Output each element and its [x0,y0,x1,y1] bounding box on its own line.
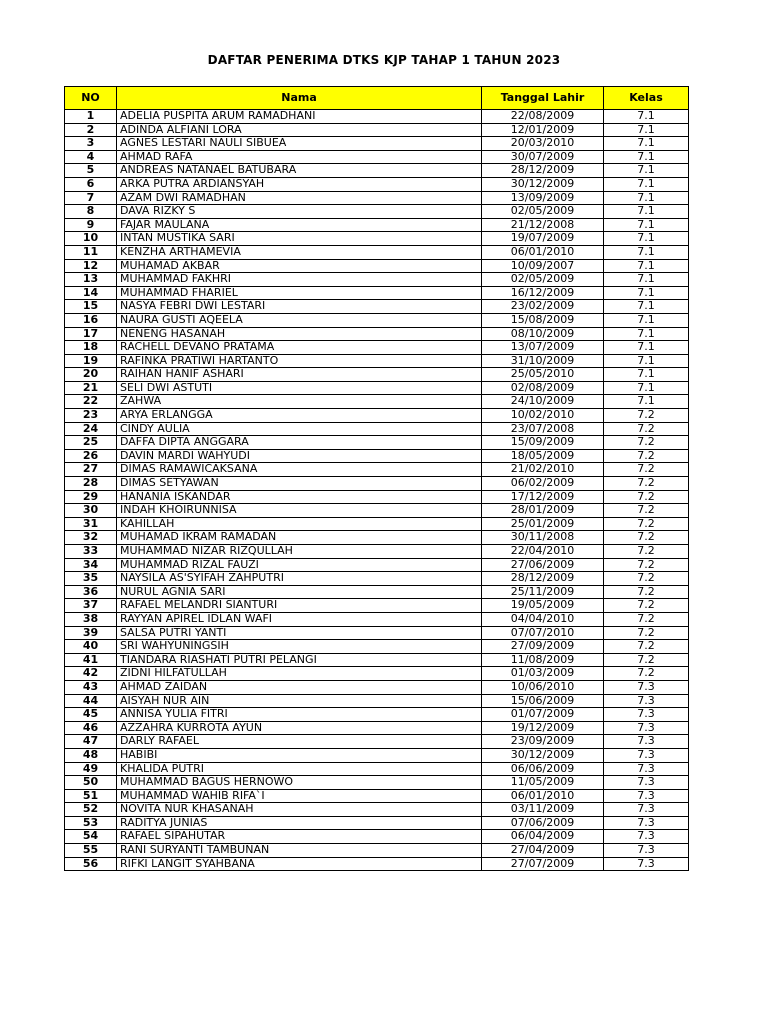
class-label: 7.1 [604,273,689,287]
header-no: NO [65,87,117,110]
class-label: 7.1 [604,341,689,355]
row-number: 19 [65,354,117,368]
table-row [65,599,689,613]
birth-date: 12/01/2009 [482,123,604,137]
row-number: 8 [65,205,117,219]
recipient-name: KAHILLAH [117,517,482,531]
recipient-name: KHALIDA PUTRI [117,762,482,776]
recipient-name: MUHAMMAD WAHIB RIFA`I [117,789,482,803]
birth-date: 02/05/2009 [482,205,604,219]
recipient-name: ARKA PUTRA ARDIANSYAH [117,177,482,191]
row-number: 14 [65,286,117,300]
row-number: 32 [65,531,117,545]
row-number: 45 [65,708,117,722]
class-label: 7.2 [604,504,689,518]
recipient-name: HANANIA ISKANDAR [117,490,482,504]
class-label: 7.1 [604,137,689,151]
row-number: 55 [65,844,117,858]
recipient-name: RAYYAN APIREL IDLAN WAFI [117,612,482,626]
recipient-name: SRI WAHYUNINGSIH [117,640,482,654]
table-row [65,449,689,463]
table-row [65,708,689,722]
recipient-name: AISYAH NUR AIN [117,694,482,708]
class-label: 7.1 [604,177,689,191]
table-row [65,545,689,559]
recipient-name: ANDREAS NATANAEL BATUBARA [117,164,482,178]
class-label: 7.2 [604,640,689,654]
class-label: 7.3 [604,748,689,762]
table-row [65,286,689,300]
birth-date: 23/07/2008 [482,422,604,436]
recipient-name: MUHAMAD AKBAR [117,259,482,273]
recipient-name: FAJAR MAULANA [117,218,482,232]
table-row [65,531,689,545]
row-number: 16 [65,313,117,327]
row-number: 27 [65,463,117,477]
class-label: 7.1 [604,232,689,246]
row-number: 44 [65,694,117,708]
table-row [65,816,689,830]
row-number: 40 [65,640,117,654]
birth-date: 30/12/2009 [482,748,604,762]
class-label: 7.2 [604,667,689,681]
table-row [65,558,689,572]
class-label: 7.2 [604,409,689,423]
row-number: 54 [65,830,117,844]
row-number: 4 [65,150,117,164]
table-header-row [65,87,689,110]
table-row [65,735,689,749]
row-number: 5 [65,164,117,178]
birth-date: 22/04/2010 [482,545,604,559]
recipient-name: HABIBI [117,748,482,762]
birth-date: 07/07/2010 [482,626,604,640]
table-row [65,300,689,314]
class-label: 7.2 [604,545,689,559]
recipient-name: SALSA PUTRI YANTI [117,626,482,640]
recipient-name: INDAH KHOIRUNNISA [117,504,482,518]
recipient-name: ZIDNI HILFATULLAH [117,667,482,681]
birth-date: 30/11/2008 [482,531,604,545]
birth-date: 27/06/2009 [482,558,604,572]
row-number: 42 [65,667,117,681]
row-number: 21 [65,381,117,395]
row-number: 26 [65,449,117,463]
header-nama: Nama [117,87,482,110]
class-label: 7.2 [604,517,689,531]
row-number: 41 [65,653,117,667]
recipient-name: MUHAMMAD RIZAL FAUZI [117,558,482,572]
recipient-name: CINDY AULIA [117,422,482,436]
table-row [65,803,689,817]
class-label: 7.2 [604,653,689,667]
recipient-name: RACHELL DEVANO PRATAMA [117,341,482,355]
table-row [65,653,689,667]
table-row [65,762,689,776]
class-label: 7.2 [604,531,689,545]
row-number: 15 [65,300,117,314]
table-row [65,463,689,477]
row-number: 25 [65,436,117,450]
table-row [65,218,689,232]
recipient-name: KENZHA ARTHAMEVIA [117,245,482,259]
recipient-name: NAYSILA AS'SYIFAH ZAHPUTRI [117,572,482,586]
table-body [65,110,689,871]
class-label: 7.3 [604,844,689,858]
birth-date: 04/04/2010 [482,612,604,626]
recipient-name: AZAM DWI RAMADHAN [117,191,482,205]
recipient-name: NENENG HASANAH [117,327,482,341]
recipient-name: NOVITA NUR KHASANAH [117,803,482,817]
birth-date: 27/07/2009 [482,857,604,871]
class-label: 7.2 [604,490,689,504]
birth-date: 06/01/2010 [482,789,604,803]
birth-date: 30/07/2009 [482,150,604,164]
table-row [65,422,689,436]
class-label: 7.2 [604,422,689,436]
class-label: 7.3 [604,776,689,790]
class-label: 7.3 [604,789,689,803]
row-number: 18 [65,341,117,355]
row-number: 29 [65,490,117,504]
birth-date: 15/06/2009 [482,694,604,708]
class-label: 7.1 [604,205,689,219]
birth-date: 08/10/2009 [482,327,604,341]
recipient-name: RADITYA JUNIAS [117,816,482,830]
class-label: 7.1 [604,381,689,395]
birth-date: 11/08/2009 [482,653,604,667]
class-label: 7.1 [604,164,689,178]
birth-date: 25/05/2010 [482,368,604,382]
table-row [65,273,689,287]
birth-date: 25/01/2009 [482,517,604,531]
recipient-name: MUHAMMAD BAGUS HERNOWO [117,776,482,790]
recipient-name: NASYA FEBRI DWI LESTARI [117,300,482,314]
class-label: 7.3 [604,762,689,776]
birth-date: 19/05/2009 [482,599,604,613]
birth-date: 25/11/2009 [482,585,604,599]
birth-date: 19/07/2009 [482,232,604,246]
table-row [65,721,689,735]
row-number: 33 [65,545,117,559]
document-title: DAFTAR PENERIMA DTKS KJP TAHAP 1 TAHUN 2023 [207,53,561,67]
birth-date: 19/12/2009 [482,721,604,735]
birth-date: 28/12/2009 [482,572,604,586]
table-row [65,150,689,164]
birth-date: 17/12/2009 [482,490,604,504]
table-row [65,341,689,355]
row-number: 35 [65,572,117,586]
row-number: 13 [65,273,117,287]
recipient-name: DAVA RIZKY S [117,205,482,219]
table-row [65,748,689,762]
table-row [65,844,689,858]
class-label: 7.3 [604,857,689,871]
class-label: 7.1 [604,259,689,273]
recipient-name: ARYA ERLANGGA [117,409,482,423]
birth-date: 22/08/2009 [482,110,604,124]
header-tanggal-lahir: Tanggal Lahir [482,87,604,110]
table-row [65,857,689,871]
table-row [65,409,689,423]
recipient-name: RANI SURYANTI TAMBUNAN [117,844,482,858]
class-label: 7.1 [604,286,689,300]
birth-date: 10/02/2010 [482,409,604,423]
birth-date: 06/04/2009 [482,830,604,844]
table-row [65,164,689,178]
recipient-name: DARLY RAFAEL [117,735,482,749]
birth-date: 03/11/2009 [482,803,604,817]
recipient-name: AHMAD RAFA [117,150,482,164]
birth-date: 27/09/2009 [482,640,604,654]
row-number: 11 [65,245,117,259]
row-number: 56 [65,857,117,871]
recipient-name: MUHAMMAD FAKHRI [117,273,482,287]
birth-date: 21/02/2010 [482,463,604,477]
table-row [65,626,689,640]
birth-date: 06/02/2009 [482,477,604,491]
table-row [65,680,689,694]
birth-date: 15/08/2009 [482,313,604,327]
row-number: 22 [65,395,117,409]
class-label: 7.1 [604,354,689,368]
row-number: 10 [65,232,117,246]
table-row [65,667,689,681]
recipient-name: ZAHWA [117,395,482,409]
table-row [65,776,689,790]
class-label: 7.3 [604,735,689,749]
table-row [65,490,689,504]
class-label: 7.1 [604,327,689,341]
table-row [65,395,689,409]
header-kelas: Kelas [604,87,689,110]
class-label: 7.1 [604,245,689,259]
table-row [65,245,689,259]
birth-date: 13/09/2009 [482,191,604,205]
class-label: 7.2 [604,612,689,626]
recipient-name: TIANDARA RIASHATI PUTRI PELANGI [117,653,482,667]
class-label: 7.1 [604,110,689,124]
class-label: 7.1 [604,395,689,409]
row-number: 30 [65,504,117,518]
row-number: 48 [65,748,117,762]
recipient-name: RAIHAN HANIF ASHARI [117,368,482,382]
row-number: 52 [65,803,117,817]
birth-date: 18/05/2009 [482,449,604,463]
class-label: 7.2 [604,477,689,491]
row-number: 51 [65,789,117,803]
birth-date: 21/12/2008 [482,218,604,232]
table-row [65,191,689,205]
birth-date: 28/12/2009 [482,164,604,178]
row-number: 12 [65,259,117,273]
recipient-name: DIMAS RAMAWICAKSANA [117,463,482,477]
table-row [65,572,689,586]
recipient-name: SELI DWI ASTUTI [117,381,482,395]
recipient-name: ANNISA YULIA FITRI [117,708,482,722]
row-number: 9 [65,218,117,232]
table-row [65,830,689,844]
birth-date: 23/02/2009 [482,300,604,314]
recipient-name: RAFAEL MELANDRI SIANTURI [117,599,482,613]
birth-date: 27/04/2009 [482,844,604,858]
row-number: 36 [65,585,117,599]
birth-date: 01/03/2009 [482,667,604,681]
class-label: 7.3 [604,803,689,817]
row-number: 38 [65,612,117,626]
class-label: 7.2 [604,585,689,599]
recipient-name: AGNES LESTARI NAULI SIBUEA [117,137,482,151]
class-label: 7.1 [604,300,689,314]
birth-date: 02/08/2009 [482,381,604,395]
table-row [65,640,689,654]
row-number: 23 [65,409,117,423]
row-number: 3 [65,137,117,151]
recipient-name: AHMAD ZAIDAN [117,680,482,694]
table-row [65,368,689,382]
row-number: 53 [65,816,117,830]
class-label: 7.1 [604,191,689,205]
recipient-name: NAURA GUSTI AQEELA [117,313,482,327]
class-label: 7.3 [604,694,689,708]
recipient-name: DAVIN MARDI WAHYUDI [117,449,482,463]
class-label: 7.1 [604,368,689,382]
birth-date: 02/05/2009 [482,273,604,287]
table-row [65,585,689,599]
recipient-name: INTAN MUSTIKA SARI [117,232,482,246]
birth-date: 11/05/2009 [482,776,604,790]
recipient-name: ADELIA PUSPITA ARUM RAMADHANI [117,110,482,124]
row-number: 50 [65,776,117,790]
row-number: 2 [65,123,117,137]
class-label: 7.2 [604,558,689,572]
birth-date: 01/07/2009 [482,708,604,722]
recipient-name: ADINDA ALFIANI LORA [117,123,482,137]
birth-date: 15/09/2009 [482,436,604,450]
class-label: 7.1 [604,218,689,232]
table-row [65,177,689,191]
row-number: 7 [65,191,117,205]
table-row [65,232,689,246]
class-label: 7.1 [604,313,689,327]
table-row [65,517,689,531]
table-row [65,694,689,708]
class-label: 7.3 [604,830,689,844]
row-number: 34 [65,558,117,572]
birth-date: 31/10/2009 [482,354,604,368]
recipient-name: RAFINKA PRATIWI HARTANTO [117,354,482,368]
class-label: 7.2 [604,436,689,450]
table-row [65,123,689,137]
recipient-table [64,86,689,871]
recipient-name: DAFFA DIPTA ANGGARA [117,436,482,450]
recipient-name: AZZAHRA KURROTA AYUN [117,721,482,735]
row-number: 47 [65,735,117,749]
table-row [65,477,689,491]
recipient-name: MUHAMMAD FHARIEL [117,286,482,300]
recipient-name: RIFKI LANGIT SYAHBANA [117,857,482,871]
table-row [65,110,689,124]
class-label: 7.2 [604,572,689,586]
birth-date: 10/06/2010 [482,680,604,694]
table-row [65,327,689,341]
recipient-name: NURUL AGNIA SARI [117,585,482,599]
recipient-name: DIMAS SETYAWAN [117,477,482,491]
table-row [65,612,689,626]
birth-date: 06/06/2009 [482,762,604,776]
row-number: 43 [65,680,117,694]
class-label: 7.2 [604,599,689,613]
table-row [65,789,689,803]
class-label: 7.2 [604,626,689,640]
class-label: 7.3 [604,680,689,694]
birth-date: 23/09/2009 [482,735,604,749]
table-row [65,205,689,219]
birth-date: 24/10/2009 [482,395,604,409]
row-number: 46 [65,721,117,735]
row-number: 31 [65,517,117,531]
row-number: 20 [65,368,117,382]
table-row [65,313,689,327]
table-row [65,137,689,151]
birth-date: 16/12/2009 [482,286,604,300]
row-number: 49 [65,762,117,776]
recipient-name: MUHAMAD IKRAM RAMADAN [117,531,482,545]
birth-date: 20/03/2010 [482,137,604,151]
birth-date: 10/09/2007 [482,259,604,273]
birth-date: 13/07/2009 [482,341,604,355]
row-number: 17 [65,327,117,341]
class-label: 7.1 [604,150,689,164]
table-row [65,504,689,518]
birth-date: 07/06/2009 [482,816,604,830]
class-label: 7.3 [604,816,689,830]
class-label: 7.1 [604,123,689,137]
class-label: 7.2 [604,449,689,463]
birth-date: 06/01/2010 [482,245,604,259]
row-number: 6 [65,177,117,191]
table-row [65,436,689,450]
row-number: 28 [65,477,117,491]
recipient-name: MUHAMMAD NIZAR RIZQULLAH [117,545,482,559]
row-number: 39 [65,626,117,640]
row-number: 24 [65,422,117,436]
birth-date: 30/12/2009 [482,177,604,191]
recipient-name: RAFAEL SIPAHUTAR [117,830,482,844]
class-label: 7.3 [604,721,689,735]
table-row [65,354,689,368]
birth-date: 28/01/2009 [482,504,604,518]
row-number: 1 [65,110,117,124]
table-row [65,259,689,273]
class-label: 7.2 [604,463,689,477]
table-row [65,381,689,395]
class-label: 7.3 [604,708,689,722]
row-number: 37 [65,599,117,613]
